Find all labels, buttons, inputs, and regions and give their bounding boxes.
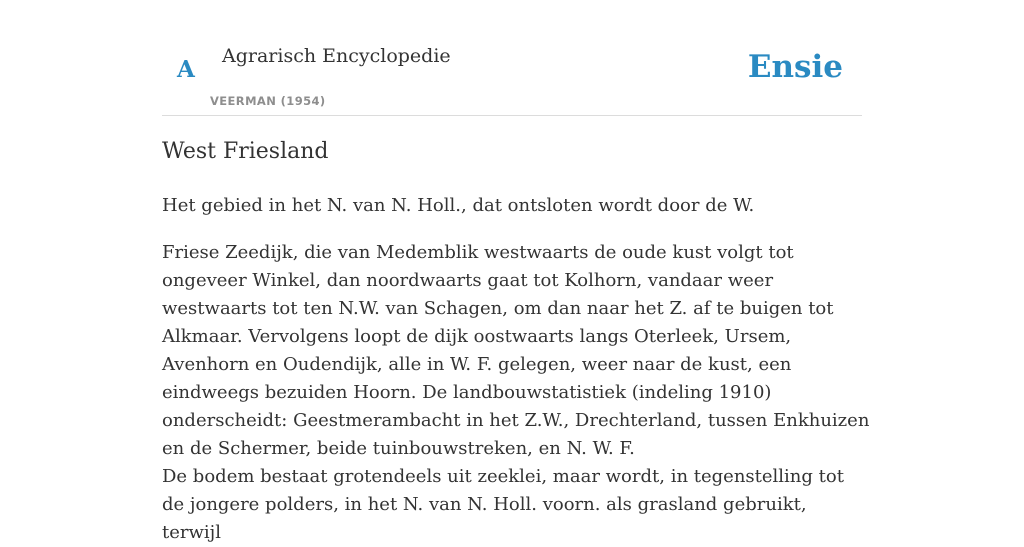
article-paragraph-3: De bodem bestaat grotendeels uit zeeklei, maar wordt, in tegenstelling tot de jongere polders, in het N. van N. Holl. voorn. als grasland gebruikt, terwijl	[162, 466, 844, 543]
ensie-logo[interactable]: Ensie	[747, 49, 843, 85]
article-paragraph-2: Friese Zeedijk, die van Medemblik westwaarts de oude kust volgt tot ongeveer Winkel, dan noordwaarts gaat tot Kolhorn, vandaar weer westwaarts tot ten N.W. van Schagen, om dan naar het Z. af te buigen tot Alkmaar. Vervolgens loopt de dijk oostwaarts langs Oterleek, Ursem, Avenhorn en Oudendijk, alle in W. F. gelegen, weer naar de kust, een eindweegs bezuiden Hoorn. De landbouwstatistiek (indeling 1910) onderscheidt: Geestmerambacht in het Z.W., Drechterland, tussen Enkhuizen en de Schermer, beide tuinbouwstreken, en N. W. F.	[162, 242, 870, 459]
author-label: VEERMAN (1954)	[210, 94, 326, 108]
letter-index-link[interactable]: A	[177, 56, 195, 83]
header	[162, 0, 862, 116]
article-title: West Friesland	[162, 139, 329, 164]
page	[162, 0, 870, 543]
book-title[interactable]: Agrarisch Encyclopedie	[222, 45, 451, 67]
article-paragraph-1: Het gebied in het N. van N. Holl., dat ontsloten wordt door de W.	[162, 195, 755, 216]
